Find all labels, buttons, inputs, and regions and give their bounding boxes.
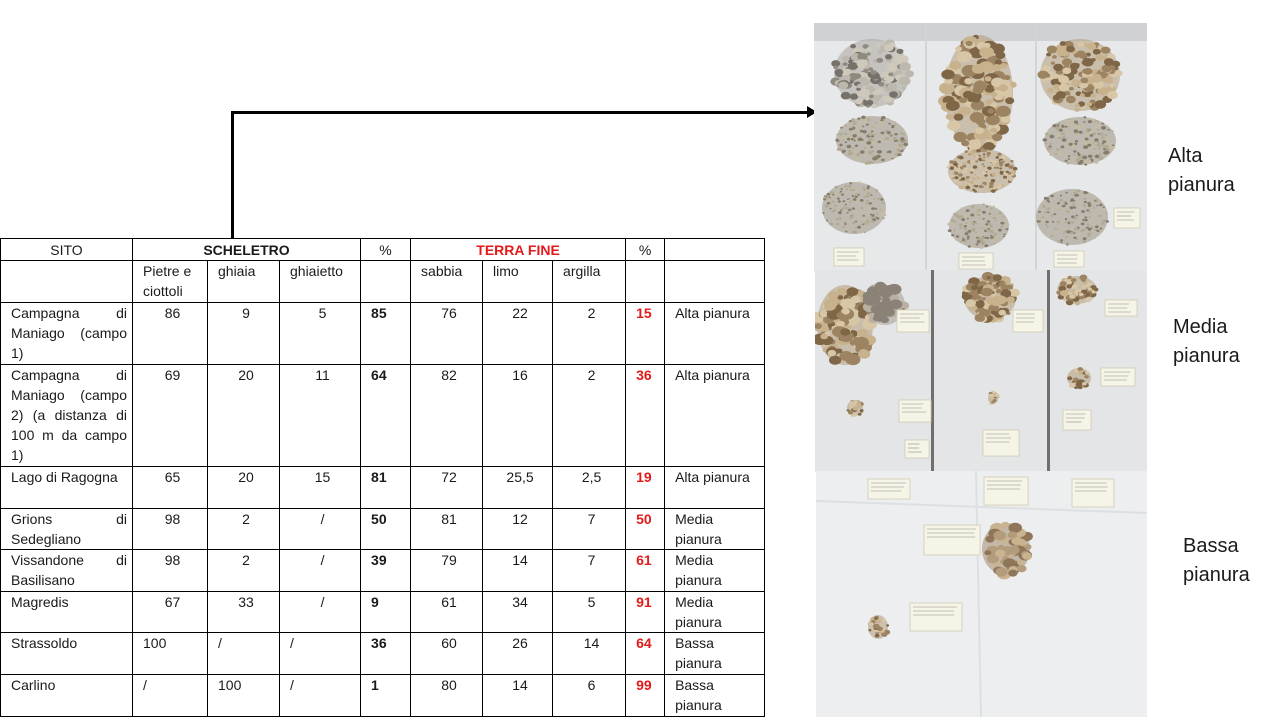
cell-ghiaia: 100 [208, 675, 280, 717]
cell-ghiaietto: / [280, 675, 361, 717]
sample-label-card [983, 430, 1019, 456]
cell-scheletro-pct: 36 [361, 633, 411, 675]
subheader-empty-pct2 [626, 261, 665, 303]
cell-terra-fine-pct: 36 [626, 365, 665, 467]
cell-zona: Alta pianura [665, 365, 765, 467]
cell-limo: 25,5 [483, 467, 553, 509]
sample-label-card [910, 603, 962, 631]
cell-ghiaietto: / [280, 592, 361, 633]
sample-label-card [924, 525, 980, 555]
cell-zona: Media pianura [665, 550, 765, 592]
cell-argilla: 7 [553, 550, 626, 592]
cell-ghiaietto: 11 [280, 365, 361, 467]
table-row [1, 633, 765, 675]
cell-ghiaia: 20 [208, 467, 280, 509]
connector-arrow-horizontal [231, 111, 809, 114]
sample-label-card [899, 400, 931, 422]
table-row [1, 303, 765, 365]
label-media-pianura: Media pianura [1173, 316, 1240, 367]
cell-ghiaietto: / [280, 633, 361, 675]
cell-sito: Campagna di Maniago (campo 1) [1, 303, 133, 365]
cell-scheletro-pct: 1 [361, 675, 411, 717]
cell-terra-fine-pct: 50 [626, 509, 665, 550]
sample-label-card [1013, 310, 1043, 332]
cell-scheletro-pct: 81 [361, 467, 411, 509]
header-sito: SITO [1, 239, 133, 261]
cell-pietre: 69 [133, 365, 208, 467]
header-scheletro: SCHELETRO [133, 239, 361, 261]
soil-composition-table [0, 238, 765, 717]
cell-sabbia: 82 [411, 365, 483, 467]
cell-sabbia: 76 [411, 303, 483, 365]
cell-sabbia: 72 [411, 467, 483, 509]
cell-sito: Vissandone di Basilisano [1, 550, 133, 592]
sample-label-card [897, 310, 929, 332]
cell-sabbia: 60 [411, 633, 483, 675]
cell-limo: 16 [483, 365, 553, 467]
table-row [1, 675, 765, 717]
connector-arrow-vertical [231, 111, 234, 239]
sample-label-card [868, 479, 910, 499]
sample-label-card [959, 253, 993, 269]
cell-sito: Carlino [1, 675, 133, 717]
subheader-ghiaietto: ghiaietto [280, 261, 361, 303]
cell-limo: 14 [483, 550, 553, 592]
cell-ghiaia: 9 [208, 303, 280, 365]
header-pct-terra-fine: % [626, 239, 665, 261]
cell-pietre: 67 [133, 592, 208, 633]
sample-label-card [1101, 368, 1135, 386]
cell-limo: 12 [483, 509, 553, 550]
cell-sito: Campagna di Maniago (campo 2) (a distanza di 100 m da campo 1) [1, 365, 133, 467]
table-row [1, 550, 765, 592]
subheader-pietre: Pietre e ciottoli [133, 261, 208, 303]
cell-ghiaietto: / [280, 550, 361, 592]
cell-sabbia: 61 [411, 592, 483, 633]
subheader-ghiaia: ghiaia [208, 261, 280, 303]
cell-ghiaietto: 5 [280, 303, 361, 365]
cell-ghiaia: 33 [208, 592, 280, 633]
subheader-limo: limo [483, 261, 553, 303]
cell-terra-fine-pct: 61 [626, 550, 665, 592]
cell-terra-fine-pct: 99 [626, 675, 665, 717]
cell-scheletro-pct: 50 [361, 509, 411, 550]
cell-argilla: 2,5 [553, 467, 626, 509]
cell-terra-fine-pct: 15 [626, 303, 665, 365]
cell-terra-fine-pct: 64 [626, 633, 665, 675]
cell-ghiaia: 20 [208, 365, 280, 467]
table-subheader-row [1, 261, 765, 303]
cell-zona: Media pianura [665, 509, 765, 550]
cell-zona: Bassa pianura [665, 633, 765, 675]
subheader-empty [1, 261, 133, 303]
cell-pietre: 98 [133, 550, 208, 592]
subheader-sabbia: sabbia [411, 261, 483, 303]
cell-ghiaietto: / [280, 509, 361, 550]
cell-argilla: 14 [553, 633, 626, 675]
cell-pietre: / [133, 675, 208, 717]
header-terra-fine: TERRA FINE [411, 239, 626, 261]
sample-label-card [984, 477, 1028, 505]
cell-limo: 14 [483, 675, 553, 717]
cell-ghiaia: 2 [208, 509, 280, 550]
cell-argilla: 6 [553, 675, 626, 717]
cell-limo: 34 [483, 592, 553, 633]
cell-pietre: 65 [133, 467, 208, 509]
sample-label-card [1105, 300, 1137, 316]
cell-scheletro-pct: 85 [361, 303, 411, 365]
cell-terra-fine-pct: 19 [626, 467, 665, 509]
cell-pietre: 86 [133, 303, 208, 365]
cell-scheletro-pct: 64 [361, 365, 411, 467]
subheader-empty-pct [361, 261, 411, 303]
cell-pietre: 100 [133, 633, 208, 675]
photo-bassa-pianura [816, 471, 1147, 717]
cell-zona: Media pianura [665, 592, 765, 633]
header-pct-scheletro: % [361, 239, 411, 261]
sample-label-card [834, 248, 864, 266]
table-row [1, 467, 765, 509]
photo-media-pianura [815, 270, 1147, 472]
sample-label-card [1072, 479, 1114, 507]
header-zone [665, 239, 765, 261]
cell-argilla: 7 [553, 509, 626, 550]
cell-terra-fine-pct: 91 [626, 592, 665, 633]
cell-zona: Alta pianura [665, 467, 765, 509]
table-row [1, 592, 765, 633]
table-row [1, 509, 765, 550]
cell-ghiaietto: 15 [280, 467, 361, 509]
cell-limo: 26 [483, 633, 553, 675]
sample-label-card [905, 440, 929, 458]
cell-sabbia: 81 [411, 509, 483, 550]
sample-label-card [1063, 410, 1091, 430]
cell-ghiaia: 2 [208, 550, 280, 592]
cell-argilla: 5 [553, 592, 626, 633]
cell-zona: Bassa pianura [665, 675, 765, 717]
cell-sabbia: 80 [411, 675, 483, 717]
cell-limo: 22 [483, 303, 553, 365]
cell-pietre: 98 [133, 509, 208, 550]
label-alta-pianura: Alta pianura [1168, 145, 1235, 196]
subheader-empty-zone [665, 261, 765, 303]
cell-zona: Alta pianura [665, 303, 765, 365]
sample-label-card [1054, 251, 1084, 267]
sample-label-card [1114, 208, 1140, 228]
table-row [1, 365, 765, 467]
cell-sito: Grions di Sedegliano [1, 509, 133, 550]
table-header-row [1, 239, 765, 261]
photo-alta-pianura [814, 23, 1147, 272]
cell-sito: Lago di Ragogna [1, 467, 133, 509]
cell-argilla: 2 [553, 303, 626, 365]
cell-scheletro-pct: 9 [361, 592, 411, 633]
cell-argilla: 2 [553, 365, 626, 467]
label-bassa-pianura: Bassa pianura [1183, 535, 1250, 586]
cell-ghiaia: / [208, 633, 280, 675]
subheader-argilla: argilla [553, 261, 626, 303]
cell-sito: Strassoldo [1, 633, 133, 675]
cell-sito: Magredis [1, 592, 133, 633]
cell-scheletro-pct: 39 [361, 550, 411, 592]
cell-sabbia: 79 [411, 550, 483, 592]
